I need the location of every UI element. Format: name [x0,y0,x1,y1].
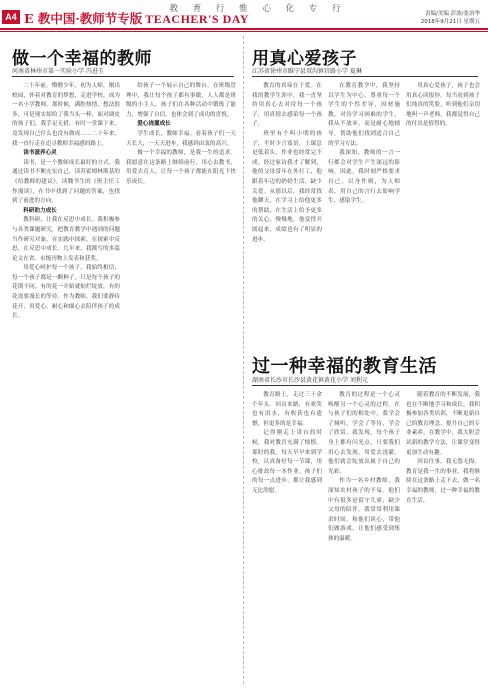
article1-subheading: 读书滋养心灵 [23,150,57,157]
article1-paragraph: 用爱心呵护每一个孩子。我始终相信，每一个孩子都是一颗种子，只是每个孩子的花期不同。有的花一开始就灿烂绽放，有的花需要漫长的等待。作为教师，我们要静待花开，用爱心、耐心和细心去陪伴孩子的成长。 [12,265,120,320]
article3-byline: 湖南省长沙市长沙县黄花镇黄花小学 刘利元 [252,377,368,384]
article1-body-col1 [12,82,120,680]
article2-paragraph: 在教育教学中，我坚持以学生为中心，尊重每一个学生的个性差异，因材施教。对待学习困难的学生，我从不放弃，而是耐心地辅导，帮助他们找到适合自己的学习方法。 [328,83,400,147]
article2-byline: 江苏省徐州市睢宁县双沟镇官路小学 夏琳 [252,68,362,75]
article1-paragraph: 学生成长，教师幸福。看着孩子们一天天长大，一天天进步，我感到由衷的高兴。 [126,130,236,147]
article3-paragraph: 回首往事，我无怨无悔。教育是我一生的事业，我将继续在这条路上走下去，做一名幸福的教师，过一种幸福的教育生活。 [406,459,480,504]
article3-body-col2 [328,391,400,683]
article1-subheading: 爱心浇灌成长 [137,121,171,128]
editor-line: 责编/美编 彭波/张治华 [425,11,480,17]
article1-subheading: 科研助力成长 [23,207,57,214]
article1-paragraph: 做一个幸福的教师，是我一生的追求。我愿意在这条路上继续前行，用心去教书，用爱去育人，让每一个孩子都能在阳光下快乐成长。 [126,150,236,185]
column-divider [243,36,244,684]
article1-title: 做一个幸福的教师 [12,49,152,69]
article3-title-rule [252,385,478,386]
header-slogan: 教 育 行 惟 心 化 专 行 [169,4,347,14]
article3-body-col1 [252,391,322,683]
edition-title-cn: E 教中国·教师节专版 [24,11,143,26]
article3-paragraph: 教育的过程是一个心灵唤醒另一个心灵的过程。在与孩子们的相处中，我学会了倾听，学会了等待，学会了欣赏。我发现，每个孩子身上都有闪光点，只要我们用心去发现，用爱去浇灌，他们就会绽放出属于自己的光彩。 [328,392,400,475]
edition-title-en: TEACHER'S DAY [145,12,249,26]
article3-title: 过一种幸福的教育生活 [252,356,437,377]
article1-paragraph: 二十年前，懵懵少年，初为人师，刚出校园，怀着对教育的梦想，走进学校，成为一名小学教师。那时候，满腔热情，想法很多，可是现实却给了我当头一棒，面对调皮的孩子们，我手足无措，有时一堂课下来，竟发现自己什么也没有做成……二十年来，我一直行走在追寻教师幸福感的路上。 [12,83,120,147]
date-line: 2018年9月21日 星期五 [420,19,480,25]
article2-paragraph: 班里有个叫小明的孩子，平时少言寡语，上课总是低着头，作业也经常完不成。经过家访我才了解到，他的父母常年在外打工，他跟着年迈的奶奶生活，缺少关爱。从那以后，我经常找他聊天，在学习上给他更多的帮助，在生活上给予更多的关心。慢慢地，他变得开朗起来，成绩也有了明显的进步。 [252,130,322,243]
article2-paragraph: 我深知，教师的一言一行都会对学生产生深远的影响。因此，我时刻严格要求自己，以身作则，为人师表，用自己的言行去影响学生、感染学生。 [328,150,400,205]
header-rule-thin [0,31,488,32]
article1-paragraph: 给孩子一个展示自己的舞台。在班级管理中，我让每个孩子都有事做，人人都是班级的小主人。孩子们在各种活动中锻炼了能力，增强了自信，也体会到了成功的喜悦。 [126,83,236,118]
edition-title [24,9,249,27]
article2-body-col2 [328,82,400,344]
article1-byline: 河南省林州市第一实验小学 冯进玉 [12,68,104,75]
article1-title-rule [12,76,234,77]
page-number-badge: A4 [2,10,20,24]
article3-paragraph: 随着教育的不断发展，我也在不断地学习和成长。我积极参加各类培训，不断更新自己的教育理念，提升自己的专业素养。在教学中，我大胆尝试新的教学方法，让课堂变得更加生动有趣。 [406,392,480,456]
article1-paragraph: 教科研，让我在反思中成长。我积极参与各类课题研究，把教育教学中遇到的问题当作研究对象，在实践中探索，在探索中反思，在反思中成长。几年来，我撰写的多篇论文在省、市级刊物上发表和获奖。 [12,217,120,262]
article2-paragraph: 用真心爱孩子，孩子也会用真心回报你。每当看到孩子们纯真的笑脸，听到他们亲切地叫一声老师，我都觉得自己的付出是值得的。 [406,83,480,128]
article3-paragraph: 记得刚走上讲台的时候，我对教育充满了憧憬。那时的我，每天早早来到学校，认真备好每一节课，用心批改每一本作业。孩子们的每一点进步，都让我感到无比欣慰。 [252,430,322,494]
article1-paragraph: 读书，是一个教师成长最好的方式。我通过读书不断充实自己，读苏霍姆林斯基的《给教师的建议》，读魏书生的《班主任工作漫谈》，在书中找到了问题的答案，也找到了前进的方向。 [12,159,120,205]
article2-title-rule [252,76,478,77]
article2-body-col3 [406,82,480,344]
article3-paragraph: 作为一名乡村教师，我深知农村孩子的不易。他们中有很多是留守儿童，缺少父母的陪伴。我常常利用课余时间，和他们谈心，带他们做游戏，让他们感受到集体的温暖。 [328,478,400,542]
article2-title: 用真心爱孩子 [252,49,357,69]
article2-body-col1 [252,82,322,344]
header-rule [0,28,488,30]
article3-paragraph: 教育路上，走过三十余个年头。回首来路，有欢笑也有泪水，有收获也有遗憾，但更多的是幸福。 [252,392,322,427]
article1-body-col2 [126,82,236,680]
article2-paragraph: 教育的真谛在于爱。在我的教学生涯中，我一直坚持用真心去对待每一个孩子，用真情去感染每一个孩子。 [252,83,322,128]
page-header [0,0,488,30]
editor-info [421,10,480,26]
article3-body-col3 [406,391,480,683]
